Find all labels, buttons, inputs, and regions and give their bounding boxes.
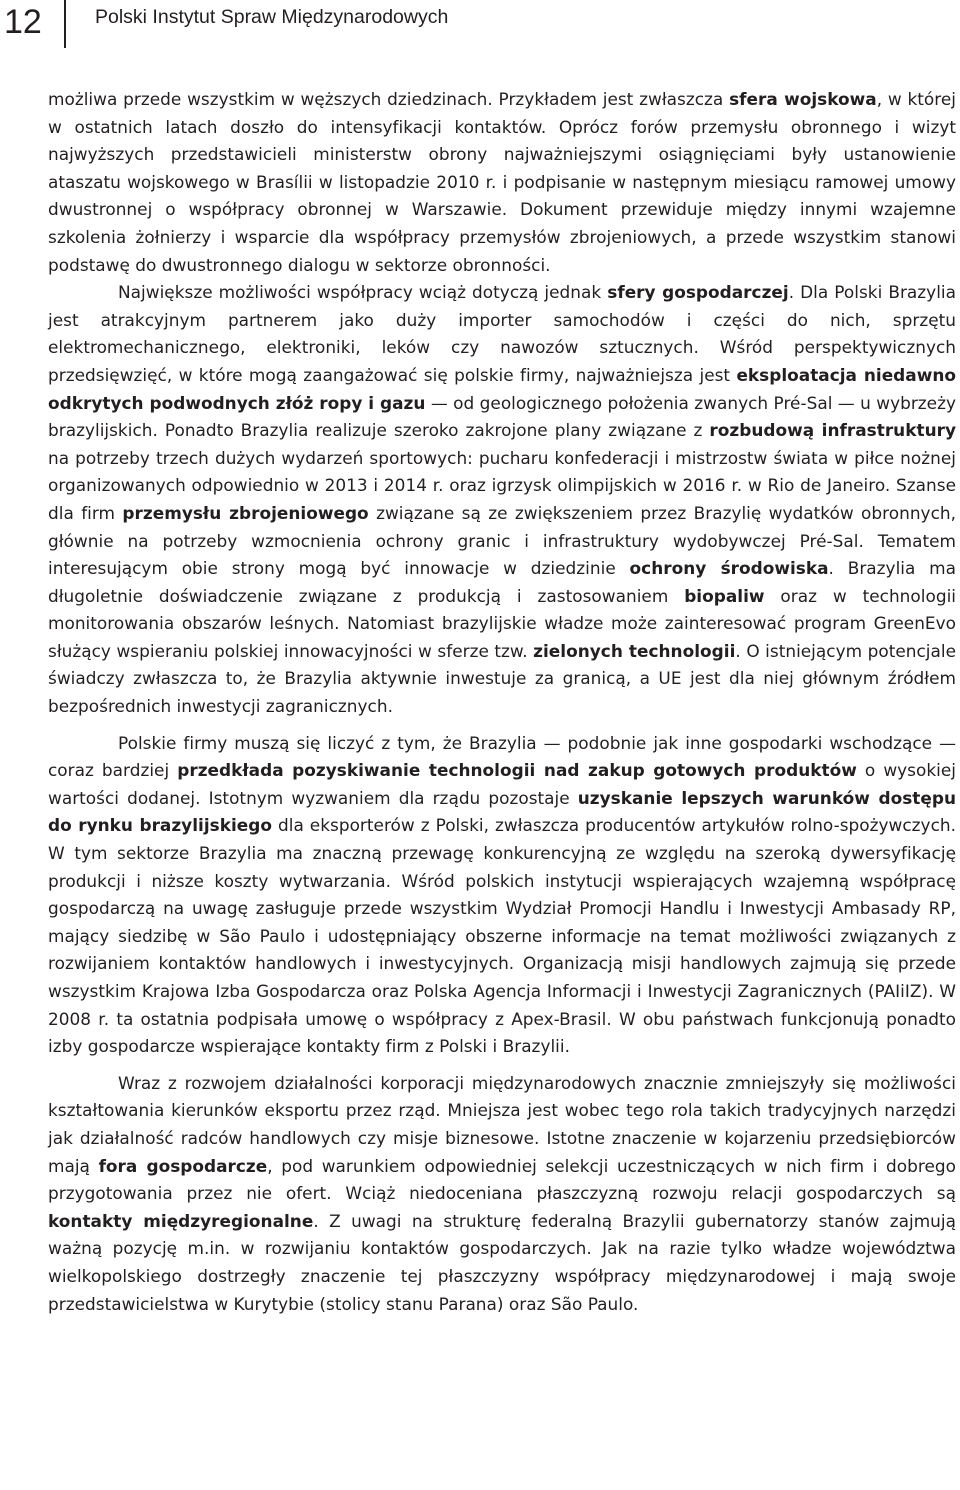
text-run: Największe możliwości współpracy wciąż dotyczą jednak — [118, 282, 608, 303]
bold-phrase: eksploatacja niedawno odkrytych podwodnych złóż ropy i gazu — [48, 364, 956, 413]
text-run: Polskie firmy muszą się liczyć z tym, że Brazylia — podobnie jak inne gospodarki wschodzące — coraz bardziej — [48, 732, 956, 781]
bold-phrase: biopaliw — [684, 585, 765, 606]
text-run: o wysokiej wartości dodanej. Istotnym wyzwaniem dla rządu pozostaje — [48, 760, 956, 808]
text-run: , w której w ostatnich latach doszło do intensyfikacji kontaktów. Oprócz forów przemysłu obronnego i wizyt najwyższych przedstawicieli ministerstw obrony najważniejszymi osiągnięciami były ustanowienie ataszatu wojskowego w Brasílii w listopadzie 2010 r. i podpisanie w następnym miesiącu ramowej umowy dwustronnej o współpracy obronnej w Warszawie. Dokument przewiduje między innymi wzajemne szkolenia żołnierzy i wsparcie dla współpracy przemysłów zbrojeniowych, a przede wszystkim stanowi podstawę do dwustronnego dialogu w sektorze obronności. — [48, 89, 957, 275]
text-run: . Z uwagi na strukturę federalną Brazylii gubernatorzy stanów zajmują ważną pozycję m.in. w rozwijaniu kontaktów gospodarczych. Jak na razie tylko władze województwa wielkopolskiego dostrzegły znaczenie tej płaszczyzny współpracy międzynarodowej i mają swoje przedstawicielstwa w Kurytybie (stolicy stanu Parana) oraz São Paulo. — [48, 1210, 956, 1314]
paragraph — [48, 730, 956, 1061]
bold-phrase: sfera wojskowa — [729, 89, 877, 109]
page-number: 12 — [4, 3, 42, 41]
bold-phrase: rozbudową infrastruktury — [709, 420, 956, 441]
text-run: . Dla Polski Brazylia jest atrakcyjnym partnerem jako duży importer samochodów i części do nich, sprzętu elektromechanicznego, elektroniki, leków czy nawozów sztucznych. Wśród perspektywicznych przedsięwzięć, w które mogą zaangażować się polskie firmy, najważniejsza jest — [48, 282, 956, 385]
bold-phrase: przemysłu zbrojeniowego — [122, 502, 369, 523]
paragraph — [48, 1070, 956, 1318]
bold-phrase: sfery gospodarczej — [607, 282, 789, 303]
bold-phrase: przedkłada pozyskiwanie technologii nad zakup gotowych produktów — [177, 760, 857, 781]
page-header — [0, 0, 960, 56]
bold-phrase: kontakty międzyregionalne — [48, 1210, 314, 1231]
text-run: . O istniejącym potencjale świadczy zwłaszcza to, że Brazylia aktywnie inwestuje za granicą, a UE jest dla niej głównym źródłem bezpośrednich inwestycji zagranicznych. — [48, 640, 956, 717]
text-run: . Brazylia ma długoletnie doświadczenie związane z produkcją i zastosowaniem — [48, 558, 956, 606]
paragraph — [48, 86, 956, 279]
text-run: oraz w technologii monitorowania obszarów leśnych. Natomiast brazylijskie władze może zainteresować program GreenEvo służący wspieraniu polskiej innowacyjności w sferze tzw. — [48, 585, 956, 661]
paragraph — [48, 279, 956, 721]
running-title: Polski Instytut Spraw Międzynarodowych — [95, 6, 449, 28]
bold-phrase: zielonych technologii — [533, 640, 736, 661]
text-run: dla eksporterów z Polski, zwłaszcza producentów artykułów rolno-spożywczych. W tym sektorze Brazylia ma znaczną przewagę konkurencyjną ze względu na szeroką dywersyfikację produkcji i niższe koszty wytwarzania. Wśród polskich instytucji wspierających wzajemną współpracę gospodarczą na uwagę zasługuje przede wszystkim Wydział Promocji Handlu i Inwestycji Ambasady RP, mający siedzibę w São Paulo i udostępniający obszerne informacje na temat możliwości związanych z rozwijaniem kontaktów handlowych i inwestycyjnych. Organizacją misji handlowych zajmują się przede wszystkim Krajowa Izba Gospodarcza oraz Polska Agencja Informacji i Inwestycji Zagranicznych (PAIiIZ). W 2008 r. ta ostatnia podpisała umowę o współpracy z Apex-Brasil. W obu państwach funkcjonują ponadto izby gospodarcze wspierające kontakty firm z Polski i Brazylii. — [48, 815, 956, 1057]
bold-phrase: fora gospodarcze — [98, 1155, 268, 1176]
header-divider — [64, 0, 66, 48]
text-run: — od geologicznego położenia zwanych Pré-Sal — u wybrzeży brazylijskich. Ponadto Brazylia realizuje szeroko zakrojone plany związane z — [48, 392, 956, 441]
text-run: , pod warunkiem odpowiedniej selekcji uczestniczących w nich firm i dobrego przygotowania przez nie ofert. Wciąż niedoceniana płaszczyzną rozwoju relacji gospodarczych są — [48, 1155, 956, 1204]
bold-phrase: uzyskanie lepszych warunków dostępu do rynku brazylijskiego — [48, 787, 956, 836]
bold-phrase: ochrony środowiska — [629, 558, 829, 579]
text-run: Wraz z rozwojem działalności korporacji międzynarodowych znacznie zmniejszyły się możliwości kształtowania kierunków eksportu przez rząd. Mniejsza jest wobec tego rola takich tradycyjnych narzędzi jak działalność radców handlowych czy misje biznesowe. Istotne znaczenie w kojarzeniu przedsiębiorców mają — [48, 1072, 956, 1176]
text-run: na potrzeby trzech dużych wydarzeń sportowych: pucharu konfederacji i mistrzostw świata w piłce nożnej organizowanych odpowiednio w 2013 i 2014 r. oraz igrzysk olimpijskich w 2016 r. w Rio de Janeiro. Szanse dla firm — [48, 447, 956, 523]
text-run: możliwa przede wszystkim w węższych dziedzinach. Przykładem jest zwłaszcza — [48, 89, 730, 109]
text-run: związane są ze zwiększeniem przez Brazylię wydatków obronnych, głównie na potrzeby wzmocnienia ochrony granic i infrastruktury wydobywczej Pré-Sal. Tematem interesującym obie strony mogą być innowacje w dziedzinie — [48, 502, 956, 579]
body-text — [48, 86, 956, 1318]
